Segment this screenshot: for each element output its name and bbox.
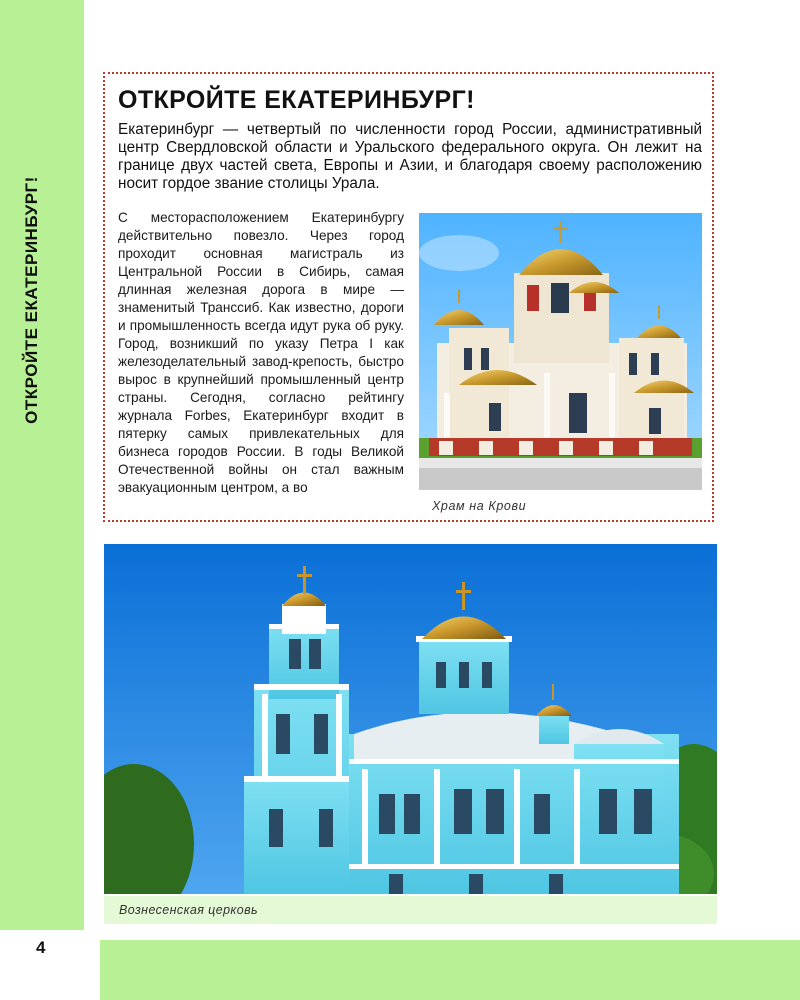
lead-paragraph: Екатеринбург — четвертый по численности город России, административный центр Свердловской области и Уральского федерального округа. Он лежит на границе двух частей света, Европы и Азии, и благодаря своему расположению носит гордое звание столицы Урала.: [118, 121, 702, 192]
body-paragraph: С месторасположением Екатеринбургу действительно повезло. Через город проходит основная магистраль из Центральной России в Сибирь, самая длинная железная дорога в мире — знаменитый Транссиб. Как известно, дороги и промышленность всегда идут рука об руку. Город, возникший по указу Петра I как железоделательный завод-крепость, быстро вырос в крупнейший промышленный центр страны. Сегодня, согласно рейтингу журнала Forbes, Екатеринбург входит в пятерку самых привлекательных для бизнеса городов России. В годы Великой Отечественной войны он стал важным эвакуационным центром, а во: [118, 210, 404, 495]
main-photo-caption: Вознесенская церковь: [119, 903, 258, 917]
ascension-church-photo: [104, 544, 717, 894]
page-number-box: [0, 930, 100, 1000]
page-title: ОТКРОЙТЕ ЕКАТЕРИНБУРГ!: [118, 86, 475, 114]
footer-band: [100, 940, 800, 1000]
page-number: 4: [36, 938, 46, 957]
sidebar-section-title: ОТКРОЙТЕ ЕКАТЕРИНБУРГ!: [22, 176, 41, 424]
church-on-blood-photo: [419, 213, 702, 490]
sidebar-strip: [0, 0, 84, 930]
photo-caption: Храм на Крови: [432, 499, 527, 513]
